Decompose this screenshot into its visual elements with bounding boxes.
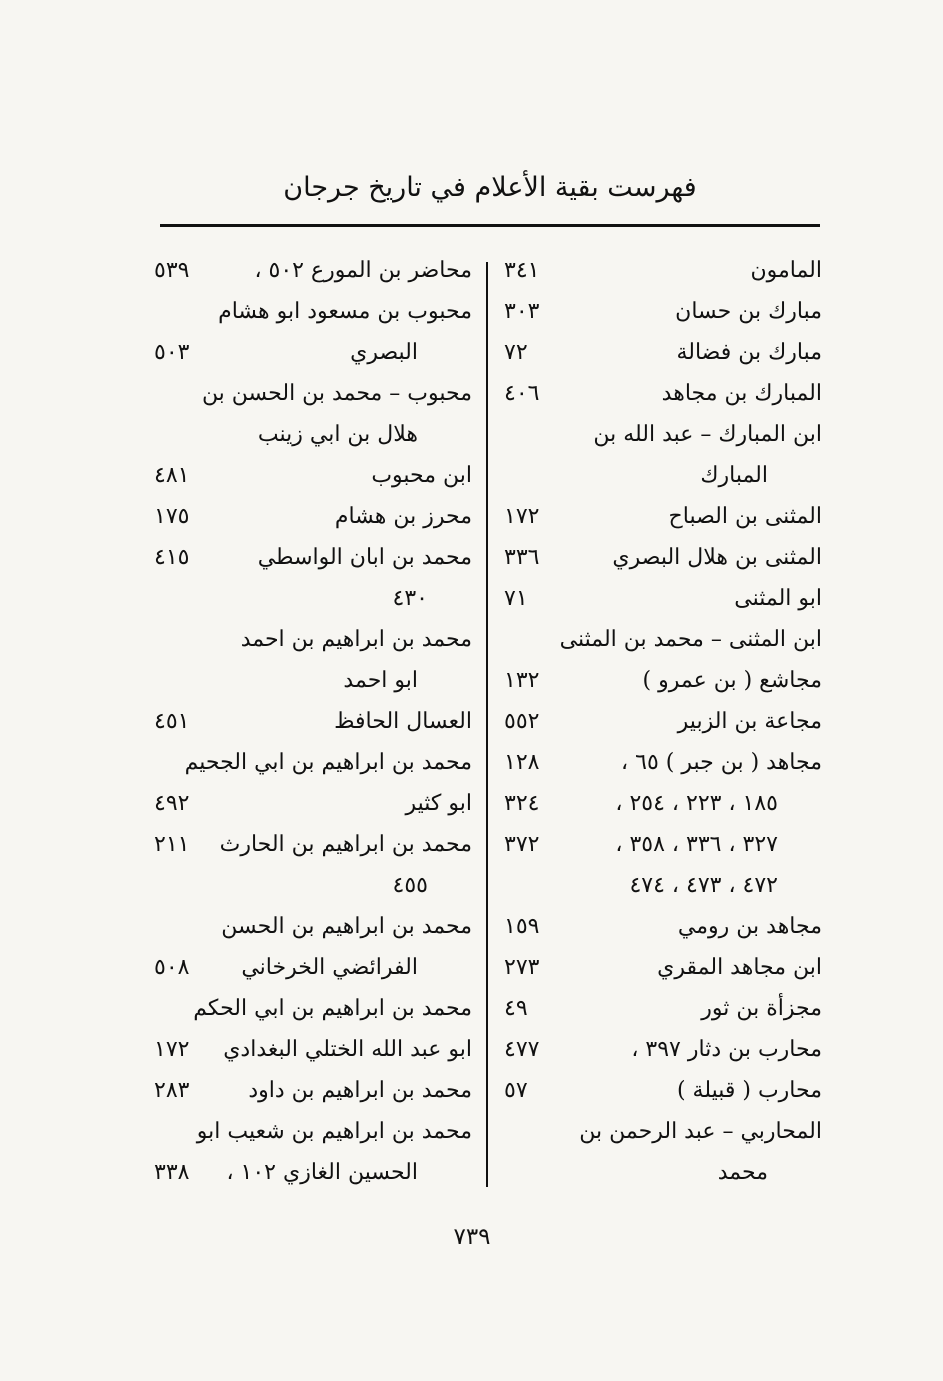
index-entry	[498, 701, 828, 742]
index-entry	[498, 496, 828, 537]
entry-name: محارب بن دثار ٣٩٧ ،	[631, 1037, 822, 1062]
entry-name: ابو كثير	[405, 791, 472, 816]
index-entry	[498, 824, 828, 865]
entry-name: ٤٣٠	[392, 586, 428, 611]
entry-name: الحسين الغازي ١٠٢ ،	[226, 1160, 418, 1185]
index-entry	[148, 865, 478, 906]
entry-pages: ٣٣٦	[504, 545, 540, 570]
entry-name: محمد بن ابراهيم بن الحارث	[219, 832, 472, 857]
entry-name: محمد بن ابراهيم بن ابي الجحيم	[184, 750, 472, 775]
entry-pages: ٤٨١	[154, 463, 190, 488]
entry-pages: ٣٢٤	[504, 791, 540, 816]
entry-pages: ٤١٥	[154, 545, 190, 570]
index-entry	[498, 1152, 828, 1193]
entry-pages: ٣٧٢	[504, 832, 540, 857]
entry-name: الفرائضي الخرخاني	[241, 955, 418, 980]
entry-name: محارب ( قبيلة )	[676, 1078, 822, 1103]
entry-pages: ٧٢	[504, 340, 528, 365]
entry-name: مجاهد بن رومي	[677, 914, 822, 939]
entry-name: ابن المبارك – عبد الله بن	[593, 422, 822, 447]
entry-name: محبوب بن مسعود ابو هشام	[218, 299, 472, 324]
index-entry	[148, 783, 478, 824]
index-entry	[498, 1070, 828, 1111]
index-entry	[498, 578, 828, 619]
index-entry	[498, 1029, 828, 1070]
entry-pages: ٣٤١	[504, 258, 540, 283]
entry-pages: ٥٠٨	[154, 955, 190, 980]
entry-name: مجاهد ( بن جبر ) ٦٥ ،	[621, 750, 822, 775]
entry-name: ابن المثنى – محمد بن المثنى	[559, 627, 822, 652]
index-entry	[498, 250, 828, 291]
index-entry	[498, 783, 828, 824]
entry-pages: ١٧٥	[154, 504, 190, 529]
entry-name: مجاشع ( بن عمرو )	[642, 668, 822, 693]
entry-name: ابن مجاهد المقري	[657, 955, 822, 980]
index-entry	[148, 660, 478, 701]
entry-pages: ١٣٢	[504, 668, 540, 693]
entry-name: المثنى بن الصباح	[668, 504, 822, 529]
index-entry	[498, 373, 828, 414]
index-entry	[148, 373, 478, 414]
entry-pages: ٤٩٢	[154, 791, 190, 816]
entry-name: محمد بن ابراهيم بن ابي الحكم	[193, 996, 472, 1021]
index-entry	[498, 1111, 828, 1152]
header-rule	[160, 224, 820, 227]
entry-pages: ٧١	[504, 586, 528, 611]
index-entry	[498, 537, 828, 578]
index-entry	[148, 1152, 478, 1193]
entry-name: ابو احمد	[343, 668, 418, 693]
index-entry	[148, 250, 478, 291]
entry-name: ١٨٥ ، ٢٢٣ ، ٢٥٤ ،	[615, 791, 778, 816]
entry-name: محرز بن هشام	[334, 504, 472, 529]
entry-name: المامون	[750, 258, 822, 283]
index-entry	[148, 619, 478, 660]
index-entry	[148, 906, 478, 947]
index-entry	[148, 496, 478, 537]
index-entry	[148, 414, 478, 455]
index-entry	[148, 455, 478, 496]
entry-name: ٣٢٧ ، ٣٣٦ ، ٣٥٨ ،	[615, 832, 778, 857]
entry-name: محبوب – محمد بن الحسن بن	[201, 381, 472, 406]
entry-pages: ٤٠٦	[504, 381, 540, 406]
entry-pages: ١٧٢	[154, 1037, 190, 1062]
index-entry	[148, 537, 478, 578]
index-entry	[498, 455, 828, 496]
page-number: ٧٣٩	[453, 1224, 491, 1250]
index-entry	[148, 742, 478, 783]
index-entry	[498, 947, 828, 988]
entry-name: مجاعة بن الزبير	[677, 709, 822, 734]
entry-pages: ٥٧	[504, 1078, 528, 1103]
entry-name: محمد بن ابراهيم بن داود	[248, 1078, 472, 1103]
entry-pages: ١٥٩	[504, 914, 540, 939]
index-entry	[498, 660, 828, 701]
entry-name: المبارك	[700, 463, 768, 488]
entry-pages: ١٧٢	[504, 504, 540, 529]
entry-pages: ٤٧٧	[504, 1037, 540, 1062]
index-entry	[148, 578, 478, 619]
index-entry	[148, 701, 478, 742]
entry-name: المحاربي – عبد الرحمن بن	[579, 1119, 822, 1144]
index-entry	[498, 414, 828, 455]
entry-pages: ٢١١	[154, 832, 190, 857]
entry-pages: ٤٥١	[154, 709, 190, 734]
index-entry	[498, 291, 828, 332]
entry-pages: ٥٥٢	[504, 709, 540, 734]
index-entry	[148, 988, 478, 1029]
entry-pages: ٤٩	[504, 996, 528, 1021]
entry-name: محاضر بن المورع ٥٠٢ ،	[254, 258, 472, 283]
entry-name: العسال الحافظ	[334, 709, 472, 734]
index-entry	[498, 865, 828, 906]
left-index-column	[148, 250, 478, 1193]
index-entry	[148, 1029, 478, 1070]
entry-pages: ٥٣٩	[154, 258, 190, 283]
index-entry	[148, 291, 478, 332]
entry-name: مبارك بن حسان	[675, 299, 822, 324]
entry-name: محمد	[717, 1160, 768, 1185]
entry-name: ابو المثنى	[734, 586, 822, 611]
entry-name: ٤٥٥	[392, 873, 428, 898]
entry-name: محمد بن ابراهيم بن احمد	[240, 627, 472, 652]
entry-name: المبارك بن مجاهد	[661, 381, 822, 406]
right-index-column	[498, 250, 828, 1193]
index-entry	[148, 332, 478, 373]
index-entry	[498, 332, 828, 373]
index-entry	[148, 1111, 478, 1152]
entry-name: ٤٧٢ ، ٤٧٣ ، ٤٧٤	[629, 873, 778, 898]
entry-pages: ٢٨٣	[154, 1078, 190, 1103]
entry-pages: ٢٧٣	[504, 955, 540, 980]
entry-name: محمد بن ابان الواسطي	[257, 545, 472, 570]
entry-name: محمد بن ابراهيم بن شعيب ابو	[196, 1119, 472, 1144]
entry-name: المثنى بن هلال البصري	[612, 545, 822, 570]
entry-name: ابن محبوب	[371, 463, 472, 488]
index-entry	[148, 824, 478, 865]
page-header-title: فهرست بقية الأعلام في تاريخ جرجان	[283, 172, 697, 203]
index-entry	[498, 906, 828, 947]
entry-name: محمد بن ابراهيم بن الحسن	[221, 914, 472, 939]
index-entry	[498, 988, 828, 1029]
entry-name: ابو عبد الله الختلي البغدادي	[223, 1037, 472, 1062]
entry-name: مجزأة بن ثور	[701, 996, 822, 1021]
entry-name: هلال بن ابي زينب	[257, 422, 418, 447]
entry-pages: ٥٠٣	[154, 340, 190, 365]
index-entry	[148, 947, 478, 988]
index-entry	[148, 1070, 478, 1111]
entry-pages: ١٢٨	[504, 750, 540, 775]
index-entry	[498, 619, 828, 660]
column-divider	[486, 262, 488, 1187]
entry-pages: ٣٣٨	[154, 1160, 190, 1185]
entry-name: مبارك بن فضالة	[676, 340, 822, 365]
index-entry	[498, 742, 828, 783]
entry-pages: ٣٠٣	[504, 299, 540, 324]
entry-name: البصري	[350, 340, 418, 365]
